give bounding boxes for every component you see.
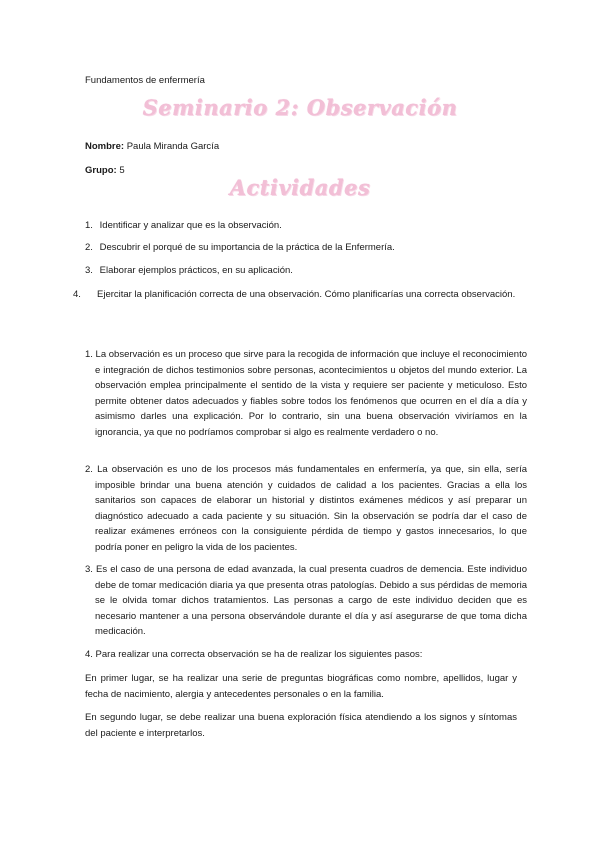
name-field (85, 141, 219, 152)
activity-item (85, 219, 515, 234)
answer-paragraph-2: 2. La observación es uno de los procesos más fundamentales en enfermería, ya que, sin ella, sería imposible brindar una buena atención y cuidados de calidad a los pacientes. Gracias a ella los sanitarios son capaces de elaborar un historial y distintos exámenes médicos y así preparar un diagnóstico adecuado a cada paciente y su situación. Sin la observación se podría dar el caso de realizar exámenes erróneos con la consiguiente pérdida de tiempo y gastos innecesarios, lo que podría poner en peligro la vida de los pacientes. (85, 464, 527, 553)
page-title: Seminario 2: Observación (142, 95, 458, 120)
activity-text: Elaborar ejemplos prácticos, en su aplicación. (99, 265, 293, 276)
answer-paragraph-3: 3. Es el caso de una persona de edad avanzada, la cual presenta cuadros de demencia. Este individuo debe de tomar medicación diaria ya que presenta otras patologías. Debido a sus pérdidas de memoria se le olvida tomar dichos tratamientos. Las personas a cargo de este individuo deciden que es necesario mantener a una persona observándole durante el día y así asegurarse de que toma dicha medicación. (85, 564, 527, 638)
course-header: Fundamentos de enfermería (85, 75, 205, 86)
name-label: Nombre: (85, 141, 125, 152)
activity-item (85, 264, 515, 279)
activity-text: Identificar y analizar que es la observación. (99, 220, 282, 231)
activities-title: Actividades (229, 175, 371, 200)
name-value: Paula Miranda García (126, 141, 220, 152)
activity-text: Descubrir el porqué de su importancia de la práctica de la Enfermería. (99, 242, 395, 253)
answer-paragraph-1: 1. La observación es un proceso que sirve para la recogida de información que incluye el reconocimiento e integración de dichos testimonios sobre personas, acontecimientos u objetos del mundo exterior. La observación emplea principalmente el sentido de la vista y requiere ser paciente y meticuloso. Esto permite obtener datos adecuados y fiables sobre todos los fenómenos que ocurren en el día a día y asimismo darles una explicación. Por lo contrario, sin una buena observación viviríamos en la ignorancia, ya que no podríamos comprobar si algo es realmente verdadero o no. (85, 349, 528, 438)
activity-number: 2. (85, 242, 93, 253)
activity-text: Ejercitar la planificación correcta de una observación. Cómo planificarías una correcta observación. (97, 289, 516, 300)
answer-paragraph-4: 4. Para realizar una correcta observación se ha de realizar los siguientes pasos: (85, 649, 423, 660)
answer-step-2: En segundo lugar, se debe realizar una buena exploración física atendiendo a los signos y síntomas del paciente e interpretarlos. (85, 712, 517, 739)
activity-number: 1. (85, 220, 93, 231)
group-label: Grupo: (85, 165, 117, 176)
activity-number: 4. (73, 289, 81, 300)
activity-number: 3. (85, 265, 93, 276)
group-value: 5 (119, 165, 125, 176)
activity-item (85, 241, 515, 256)
answer-step-1: En primer lugar, se ha realizar una serie de preguntas biográficas como nombre, apellidos, lugar y fecha de nacimiento, alergia y antecedentes personales o en la familia. (85, 673, 517, 700)
activity-item (73, 288, 527, 303)
